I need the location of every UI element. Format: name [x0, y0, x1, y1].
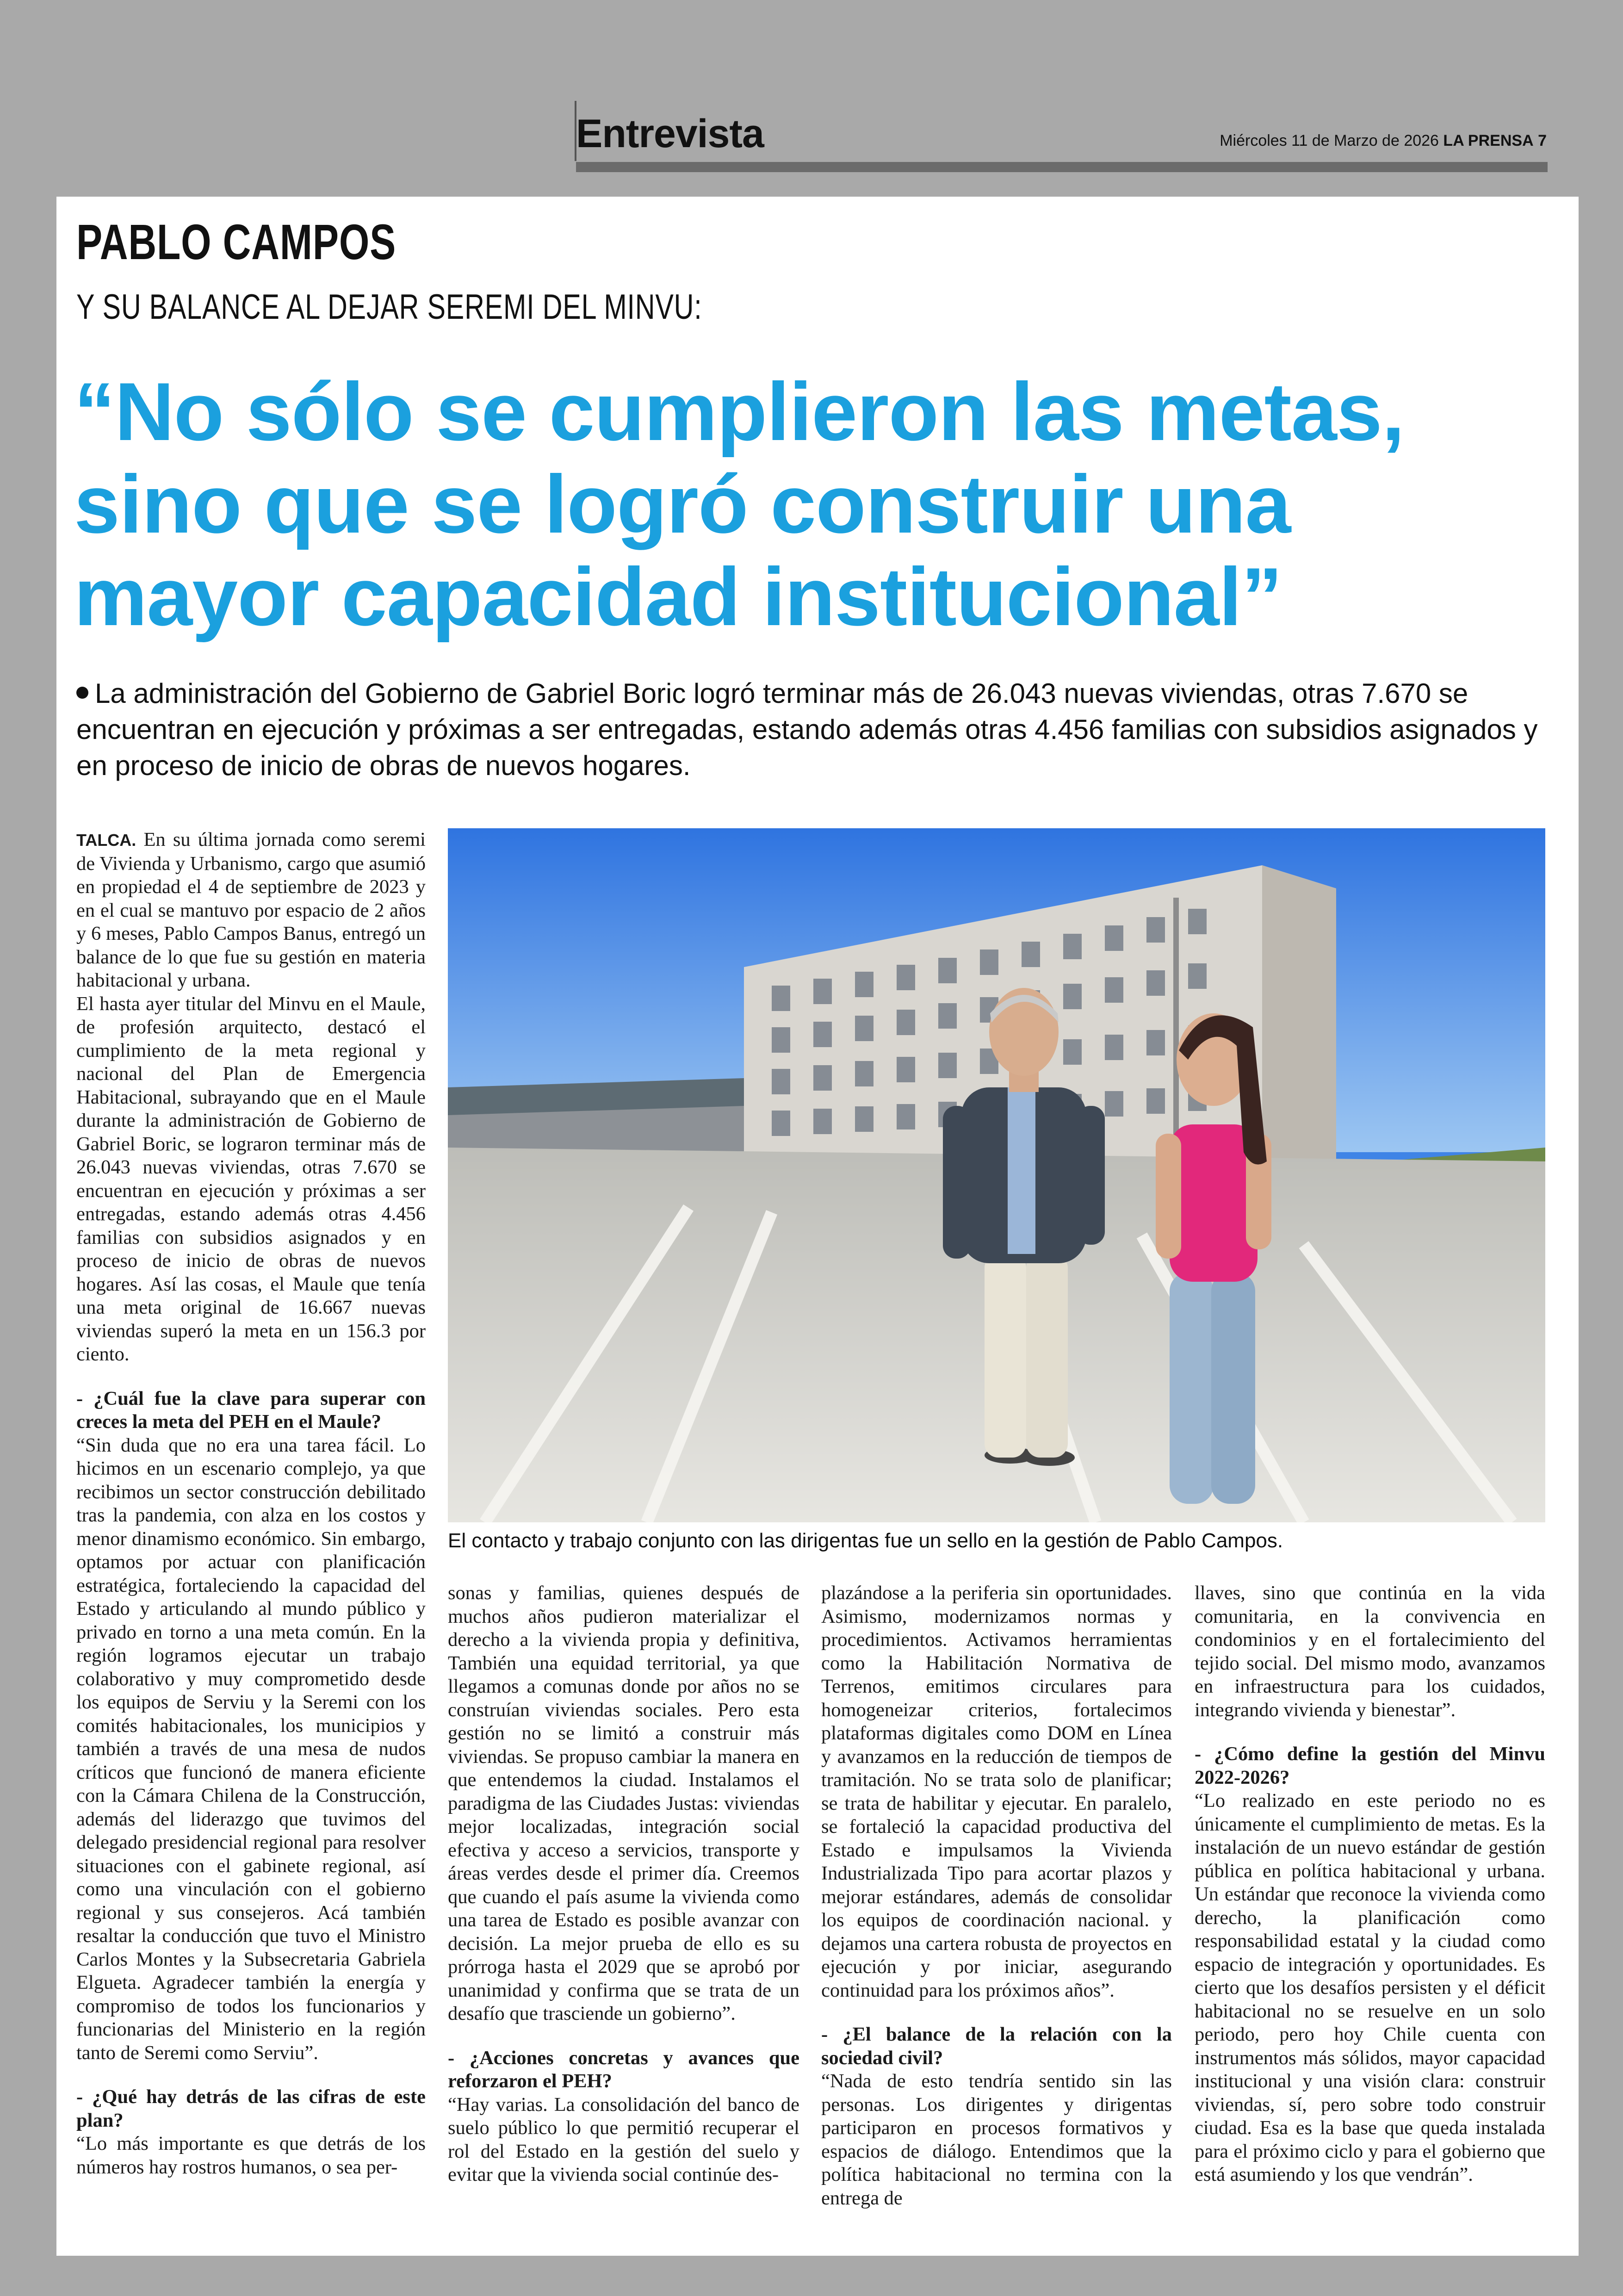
headline-line: “No sólo se cumplieron las metas,: [74, 366, 1405, 458]
interview-question: - ¿Acciones concretas y avances que reforzaron el PEH?: [448, 2047, 799, 2092]
article-subkicker: Y SU BALANCE AL DEJAR SEREMI DEL MINVU:: [76, 287, 702, 327]
interview-answer: “Lo realizado en este periodo no es únicamente el cumplimiento de metas. Es la instalación de un nuevo estándar de gestión pública en política habitacional y urbana. Un estándar que reconoce la vivienda como derecho, la planificación como responsabilidad estatal y la ciudad como espacio de integración y oportunidades. Es cierto que los desafíos persisten y el déficit habitacional no se resuelve en un solo periodo, pero hoy Chile cuenta con instrumentos más sólidos, mayor capacidad institucional y una visión clara: construir viviendas, sí, pero sobre todo construir ciudad. Esa es la base que queda instalada para el próximo ciclo y para el gobierno que está asumiendo y los que vendrán”.: [1195, 1790, 1545, 2185]
page-meta: [1220, 132, 1547, 150]
section-title: Entrevista: [576, 112, 764, 156]
interview-question: - ¿Cómo define la gestión del Minvu 2022-2026?: [1195, 1743, 1545, 1788]
text-column-4: [1195, 1582, 1545, 2187]
headline-line: sino que se logró construir una: [74, 458, 1291, 550]
interview-answer: llaves, sino que continúa en la vida comunitaria, en la convivencia en condominios y en el fortalecimiento del tejido social. Del mismo modo, avanzamos en infraestructura para los cuidados, integrando vivienda y bienestar”.: [1195, 1582, 1545, 1721]
interview-question: - ¿El balance de la relación con la sociedad civil?: [821, 2023, 1172, 2069]
page-number: 7: [1538, 132, 1547, 149]
interview-answer: “Nada de esto tendría sentido sin las personas. Los dirigentes y dirigentas participaron en procesos formativos y espacios de diálogo. Entendimos que la política habitacional no termina con la entrega de: [821, 2070, 1172, 2209]
interview-answer: plazándose a la periferia sin oportunidades. Asimismo, modernizamos normas y procedimientos. Activamos herramientas como la Habilitación Normativa de Terrenos, emitimos circulares para homogeneizar criterios, fortalecimos plataformas digitales como DOM en Línea y avanzamos en la reducción de tiempos de tramitación. No se trata solo de planificar; se trata de habilitar y ejecutar. En paralelo, se fortaleció la capacidad productiva del Estado e impulsamos la Vivienda Industrializada Tipo para acortar plazos y mejorar estándares, además de consolidar los equipos de coordinación nacional. y dejamos una cartera robusta de proyectos en ejecución y por iniciar, asegurando continuidad para los próximos años”.: [821, 1582, 1172, 2001]
bullet-icon: [76, 687, 88, 699]
dateline: TALCA.: [76, 831, 136, 850]
interview-question: - ¿Qué hay detrás de las cifras de este plan?: [76, 2086, 426, 2131]
newspaper-name: LA PRENSA: [1443, 132, 1534, 149]
article-summary: [76, 676, 1548, 784]
interview-question: - ¿Cuál fue la clave para superar con creces la meta del PEH en el Maule?: [76, 1387, 426, 1433]
photo-illustration: [448, 828, 1545, 1522]
interview-answer: “Hay varias. La consolidación del banco de suelo público lo que permitió recuperar el rol del Estado en la gestión del suelo y evitar que la vivienda social continúe des-: [448, 2093, 799, 2185]
text-column-3: [821, 1582, 1172, 2210]
intro-paragraph: [76, 828, 426, 993]
article-photo: [448, 828, 1545, 1522]
issue-date: Miércoles 11 de Marzo de 2026: [1220, 132, 1439, 149]
interview-answer: sonas y familias, quienes después de muchos años pudieron materializar el derecho a la vivienda propia y definitiva, También una equidad territorial, ya que llegamos a comunas donde por años no se construían viviendas sociales. Pero esta gestión no se limitó a construir más viviendas. Se propuso cambiar la manera en que entendemos la ciudad. Instalamos el paradigma de las Ciudades Justas: viviendas mejor localizadas, integración social efectiva y acceso a servicios, transporte y áreas verdes desde el primer día. Creemos que cuando el país asume la vivienda como una tarea de Estado es posible avanzar con decisión. La mejor prueba de ello es su prórroga hasta el 2029 que se aprobó por unanimidad y confirma que se trata de un desafío que trasciende un gobierno”.: [448, 1582, 799, 2024]
article-headline: [74, 366, 1555, 643]
masthead-rule: [576, 162, 1548, 172]
summary-text: La administración del Gobierno de Gabriel Boric logró terminar más de 26.043 nuevas viviendas, otras 7.670 se encuentran en ejecución y próximas a ser entregadas, estando además otras 4.456 familias con subsidios asignados y en proceso de inicio de obras de nuevos hogares.: [76, 678, 1538, 781]
headline-line: mayor capacidad institucional”: [74, 551, 1282, 643]
photo-caption: El contacto y trabajo conjunto con las dirigentas fue un sello en la gestión de Pablo Campos.: [448, 1529, 1283, 1552]
interview-answer: “Sin duda que no era una tarea fácil. Lo hicimos en un escenario complejo, ya que recibimos un sector construcción debilitado tras la pandemia, con alza en los costos y menor dinamismo económico. Sin embargo, optamos por actuar con planificación estratégica, fortaleciendo la capacidad del Estado y articulando al mundo público y privado en torno a una meta común. En la región logramos ejecutar un trabajo colaborativo y muy comprometido desde los equipos de Serviu y la Seremi con los comités habitacionales, los municipios y también a través de una mesa de nudos críticos que funcionó de manera eficiente con la Cámara Chilena de la Construcción, además del liderazgo que tuvimos del delegado presidencial regional para resolver situaciones con el gabinete regional, así como una vinculación con el gobierno regional y sus consejeros. Acá también resaltar la conducción que tuvo el Ministro Carlos Montes y la Subsecretaria Gabriela Elgueta. Agradecer también la energía y compromiso de todos los funcionarios y funcionarias del Ministerio en la región tanto de Seremi como Serviu”.: [76, 1434, 426, 2064]
text-column-1: [76, 828, 426, 2179]
text-column-2: [448, 1582, 799, 2187]
article-kicker: PABLO CAMPOS: [76, 214, 396, 270]
body-paragraph: El hasta ayer titular del Minvu en el Maule, de profesión arquitecto, destacó el cumplimiento de la meta regional y nacional del Plan de Emergencia Habitacional, subrayando que en el Maule durante la administración de Gobierno de Gabriel Boric, se lograron terminar más de 26.043 nuevas viviendas, otras 7.670 se encuentran en ejecución y próximas a ser entregadas, estando además otras 4.456 familias con subsidios asignados y en proceso de inicio de obras de nuevos hogares. Así las cosas, el Maule que tenía una meta original de 16.667 nuevas viviendas superó la meta en un 156.3 por ciento.: [76, 993, 426, 1365]
intro-text: En su última jornada como seremi de Vivienda y Urbanismo, cargo que asumió en propiedad el 4 de septiembre de 2023 y en el cual se mantuvo por espacio de 2 años y 6 meses, Pablo Campos Banus, entregó un balance de lo que fue su gestión en materia habitacional y urbana.: [76, 829, 426, 991]
interview-answer: “Lo más importante es que detrás de los números hay rostros humanos, o sea per-: [76, 2133, 426, 2178]
